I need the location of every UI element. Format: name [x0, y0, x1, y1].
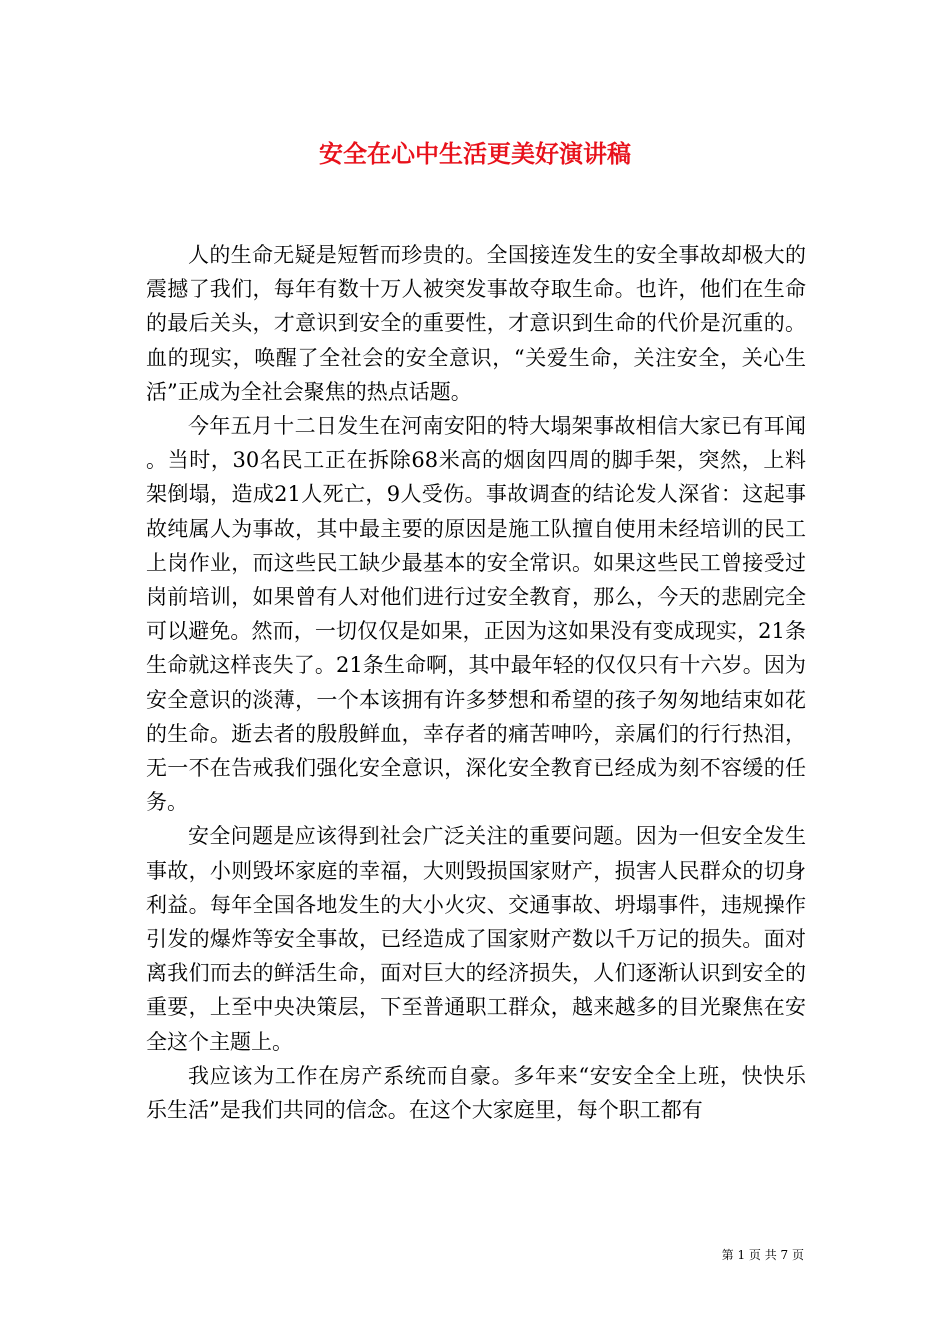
paragraph-1: 人的生命无疑是短暂而珍贵的。全国接连发生的安全事故却极大的震撼了我们，每年有数十万人被突发事故夺取生命。也许，他们在生命的最后关头，才意识到安全的重要性，才意识到生命的代价是沉重的。血的现实，唤醒了全社会的安全意识，“关爱生命，关注安全，关心生活”正成为全社会聚焦的热点话题。 — [146, 243, 806, 404]
paragraph-2: 今年五月十二日发生在河南安阳的特大塌架事故相信大家已有耳闻。当时，30名民工正在拆除68米高的烟囱四周的脚手架，突然，上料架倒塌，造成21人死亡，9人受伤。事故调查的结论发人深省：这起事故纯属人为事故，其中最主要的原因是施工队擅自使用未经培训的民工上岗作业，而这些民工缺少最基本的安全常识。如果这些民工曾接受过岗前培训，如果曾有人对他们进行过安全教育，那么，今天的悲剧完全可以避免。然而，一切仅仅是如果，正因为这如果没有变成现实，21条生命就这样丧失了。21条生命啊，其中最年轻的仅仅只有十六岁。因为安全意识的淡薄，一个本该拥有许多梦想和希望的孩子匆匆地结束如花的生命。逝去者的殷殷鲜血，幸存者的痛苦呻吟，亲属们的行行热泪，无一不在告戒我们强化安全意识，深化安全教育已经成为刻不容缓的任务。 — [146, 414, 806, 815]
page-number: 第 1 页 共 7 页 — [721, 1248, 804, 1262]
paragraph-4: 我应该为工作在房产系统而自豪。多年来“安安全全上班，快快乐乐生活”是我们共同的信念。在这个大家庭里，每个职工都有 — [146, 1063, 806, 1123]
paragraph-3: 安全问题是应该得到社会广泛关注的重要问题。因为一但安全发生事故，小则毁坏家庭的幸福，大则毁损国家财产，损害人民群众的切身利益。每年全国各地发生的大小火灾、交通事故、坍塌事件，违规操作引发的爆炸等安全事故，已经造成了国家财产数以千万记的损失。面对离我们而去的鲜活生命，面对巨大的经济损失，人们逐渐认识到安全的重要，上至中央决策层，下至普通职工群众，越来越多的目光聚焦在安全这个主题上。 — [146, 824, 806, 1054]
document-body — [146, 238, 806, 1127]
document-title: 安全在心中生活更美好演讲稿 — [319, 139, 631, 168]
